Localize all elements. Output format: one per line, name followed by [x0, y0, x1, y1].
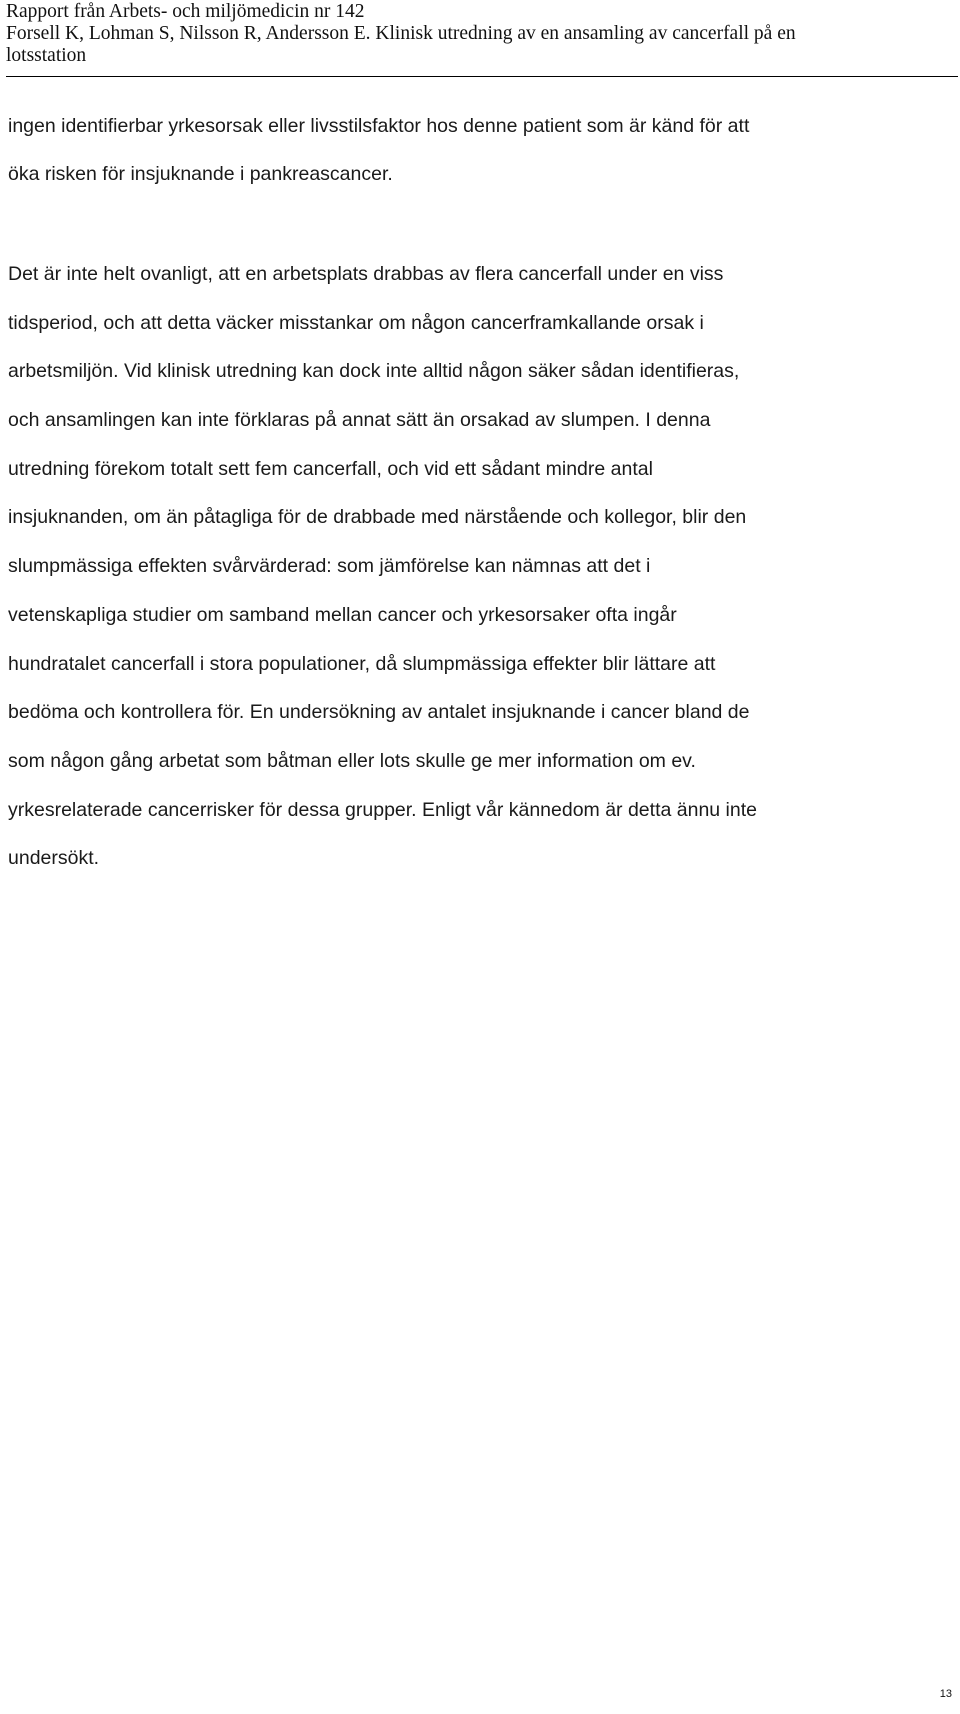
text-line: arbetsmiljön. Vid klinisk utredning kan dock inte alltid någon säker sådan identifieras, — [8, 360, 740, 383]
header-line-report-series: Rapport från Arbets- och miljömedicin nr 142 — [6, 1, 365, 22]
text-line: hundratalet cancerfall i stora populationer, då slumpmässiga effekter blir lättare att — [8, 652, 716, 675]
header-line-title-continued: lotsstation — [6, 45, 87, 66]
text-line: utredning förekom totalt sett fem cancerfall, och vid ett sådant mindre antal — [8, 457, 653, 480]
running-header — [6, 1, 954, 67]
header-divider — [6, 76, 958, 77]
paragraph-2 — [8, 250, 956, 883]
text-line: ingen identifierbar yrkesorsak eller livsstilsfaktor hos denne patient som är känd för att — [8, 115, 750, 137]
text-line: bedöma och kontrollera för. En undersökning av antalet insjuknande i cancer bland de — [8, 701, 750, 724]
text-line: tidsperiod, och att detta väcker misstankar om någon cancerframkallande orsak i — [8, 311, 704, 334]
text-line: vetenskapliga studier om samband mellan cancer och yrkesorsaker ofta ingår — [8, 603, 677, 626]
paragraph-1 — [8, 102, 956, 198]
text-line: som någon gång arbetat som båtman eller lots skulle ge mer information om ev. — [8, 749, 696, 772]
header-line-authors-title: Forsell K, Lohman S, Nilsson R, Andersson E. Klinisk utredning av en ansamling av cancerfall på en — [6, 23, 796, 44]
text-line: undersökt. — [8, 847, 100, 870]
text-line: yrkesrelaterade cancerrisker för dessa grupper. Enligt vår kännedom är detta ännu inte — [8, 798, 757, 821]
text-line: öka risken för insjuknande i pankreascancer. — [8, 163, 393, 185]
page-number: 13 — [939, 1688, 952, 1700]
text-line: slumpmässiga effekten svårvärderad: som jämförelse kan nämnas att det i — [8, 555, 651, 578]
text-line: insjuknanden, om än påtagliga för de drabbade med närstående och kollegor, blir den — [8, 506, 747, 529]
text-line: och ansamlingen kan inte förklaras på annat sätt än orsakad av slumpen. I denna — [8, 409, 711, 432]
text-line: Det är inte helt ovanligt, att en arbetsplats drabbas av flera cancerfall under en viss — [8, 263, 724, 285]
